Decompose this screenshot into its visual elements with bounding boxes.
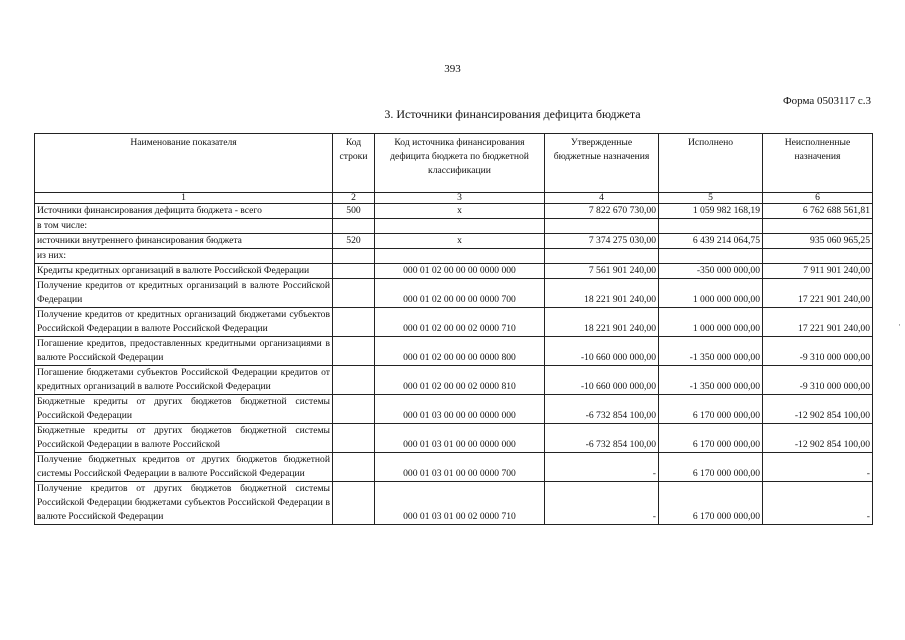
row-line-code [333,308,375,337]
row-source-code: x [375,234,545,249]
table-row [35,264,873,279]
table-row [35,219,873,234]
margin-mark: · [898,320,901,330]
row-line-code [333,249,375,264]
header-executed: Исполнено [659,134,763,193]
row-source-code: x [375,204,545,219]
row-source-code: 000 01 03 01 00 00 0000 700 [375,453,545,482]
header-name: Наименование показателя [35,134,333,193]
row-unexecuted: 7 911 901 240,00 [763,264,873,279]
header-row [35,134,873,193]
row-approved: -6 732 854 100,00 [545,424,659,453]
row-approved: 7 561 901 240,00 [545,264,659,279]
column-number: 3 [375,193,545,204]
table-row [35,453,873,482]
table-row [35,337,873,366]
row-approved: -10 660 000 000,00 [545,366,659,395]
row-unexecuted: -12 902 854 100,00 [763,424,873,453]
table-row [35,204,873,219]
row-source-code: 000 01 02 00 00 00 0000 700 [375,279,545,308]
row-approved: -6 732 854 100,00 [545,395,659,424]
row-unexecuted [763,249,873,264]
row-source-code [375,249,545,264]
row-source-code: 000 01 02 00 00 00 0000 800 [375,337,545,366]
row-executed: 6 170 000 000,00 [659,482,763,525]
row-approved: - [545,453,659,482]
column-number: 6 [763,193,873,204]
row-executed: 6 439 214 064,75 [659,234,763,249]
row-executed: 1 000 000 000,00 [659,279,763,308]
row-unexecuted: 17 221 901 240,00 [763,308,873,337]
row-executed [659,219,763,234]
table-row [35,308,873,337]
row-executed: -1 350 000 000,00 [659,366,763,395]
row-name: Кредиты кредитных организаций в валюте Российской Федерации [35,264,333,279]
row-name: Погашение кредитов, предоставленных кредитными организациями в валюте Российской Федерации [35,337,333,366]
row-line-code [333,424,375,453]
row-approved: 18 221 901 240,00 [545,308,659,337]
row-name: Источники финансирования дефицита бюджета - всего [35,204,333,219]
financing-sources-table [34,133,873,525]
row-source-code: 000 01 02 00 00 02 0000 710 [375,308,545,337]
form-code: Форма 0503117 с.3 [782,95,871,107]
row-unexecuted: -12 902 854 100,00 [763,395,873,424]
row-approved: 18 221 901 240,00 [545,279,659,308]
header-approved: Утвержденные бюджетные назначения [545,134,659,193]
row-line-code [333,219,375,234]
row-unexecuted [763,219,873,234]
row-executed: -1 350 000 000,00 [659,337,763,366]
row-name: Погашение бюджетами субъектов Российской Федерации кредитов от кредитных организаций в валюте Российской Федерации [35,366,333,395]
column-number: 4 [545,193,659,204]
row-name: Получение кредитов от кредитных организаций бюджетами субъектов Российской Федерации в валюте Российской Федерации [35,308,333,337]
header-line-code: Код строки [333,134,375,193]
row-name: из них: [35,249,333,264]
table-row [35,482,873,525]
table-row [35,234,873,249]
row-line-code [333,453,375,482]
row-unexecuted: - [763,453,873,482]
row-name: Бюджетные кредиты от других бюджетов бюджетной системы Российской Федерации [35,395,333,424]
row-name: Получение кредитов от других бюджетов бюджетной системы Российской Федерации бюджетами субъектов Российской Федерации в валюте Российской Федерации [35,482,333,525]
row-unexecuted: 935 060 965,25 [763,234,873,249]
row-name: Бюджетные кредиты от других бюджетов бюджетной системы Российской Федерации в валюте Российской [35,424,333,453]
row-source-code: 000 01 03 01 00 02 0000 710 [375,482,545,525]
row-source-code: 000 01 02 00 00 02 0000 810 [375,366,545,395]
row-line-code: 520 [333,234,375,249]
section-title: 3. Источники финансирования дефицита бюджета [384,107,641,121]
row-approved: -10 660 000 000,00 [545,337,659,366]
column-number: 1 [35,193,333,204]
row-unexecuted: -9 310 000 000,00 [763,337,873,366]
row-line-code: 500 [333,204,375,219]
table-row [35,366,873,395]
row-approved: - [545,482,659,525]
row-line-code [333,264,375,279]
page-number: 393 [444,63,461,75]
column-number-row [35,193,873,204]
row-executed: 6 170 000 000,00 [659,453,763,482]
table-row [35,424,873,453]
row-executed: 6 170 000 000,00 [659,424,763,453]
row-source-code [375,219,545,234]
row-unexecuted: -9 310 000 000,00 [763,366,873,395]
header-unexecuted: Неисполненные назначения [763,134,873,193]
table-row [35,249,873,264]
row-line-code [333,279,375,308]
row-executed: -350 000 000,00 [659,264,763,279]
row-line-code [333,337,375,366]
row-unexecuted: 17 221 901 240,00 [763,279,873,308]
row-line-code [333,482,375,525]
row-line-code [333,395,375,424]
row-unexecuted: 6 762 688 561,81 [763,204,873,219]
row-unexecuted: - [763,482,873,525]
column-number: 2 [333,193,375,204]
table-row [35,279,873,308]
row-source-code: 000 01 03 00 00 00 0000 000 [375,395,545,424]
row-approved [545,219,659,234]
row-name: Получение кредитов от кредитных организаций в валюте Российской Федерации [35,279,333,308]
header-source-code: Код источника финансирования дефицита бюджета по бюджетной классификации [375,134,545,193]
row-executed [659,249,763,264]
row-executed: 1 000 000 000,00 [659,308,763,337]
row-name: в том числе: [35,219,333,234]
row-executed: 1 059 982 168,19 [659,204,763,219]
row-line-code [333,366,375,395]
row-executed: 6 170 000 000,00 [659,395,763,424]
row-name: источники внутреннего финансирования бюджета [35,234,333,249]
row-name: Получение бюджетных кредитов от других бюджетов бюджетной системы Российской Федерации в валюте Российской Федерации [35,453,333,482]
row-approved: 7 374 275 030,00 [545,234,659,249]
row-source-code: 000 01 02 00 00 00 0000 000 [375,264,545,279]
table-row [35,395,873,424]
row-approved [545,249,659,264]
row-source-code: 000 01 03 01 00 00 0000 000 [375,424,545,453]
row-approved: 7 822 670 730,00 [545,204,659,219]
column-number: 5 [659,193,763,204]
